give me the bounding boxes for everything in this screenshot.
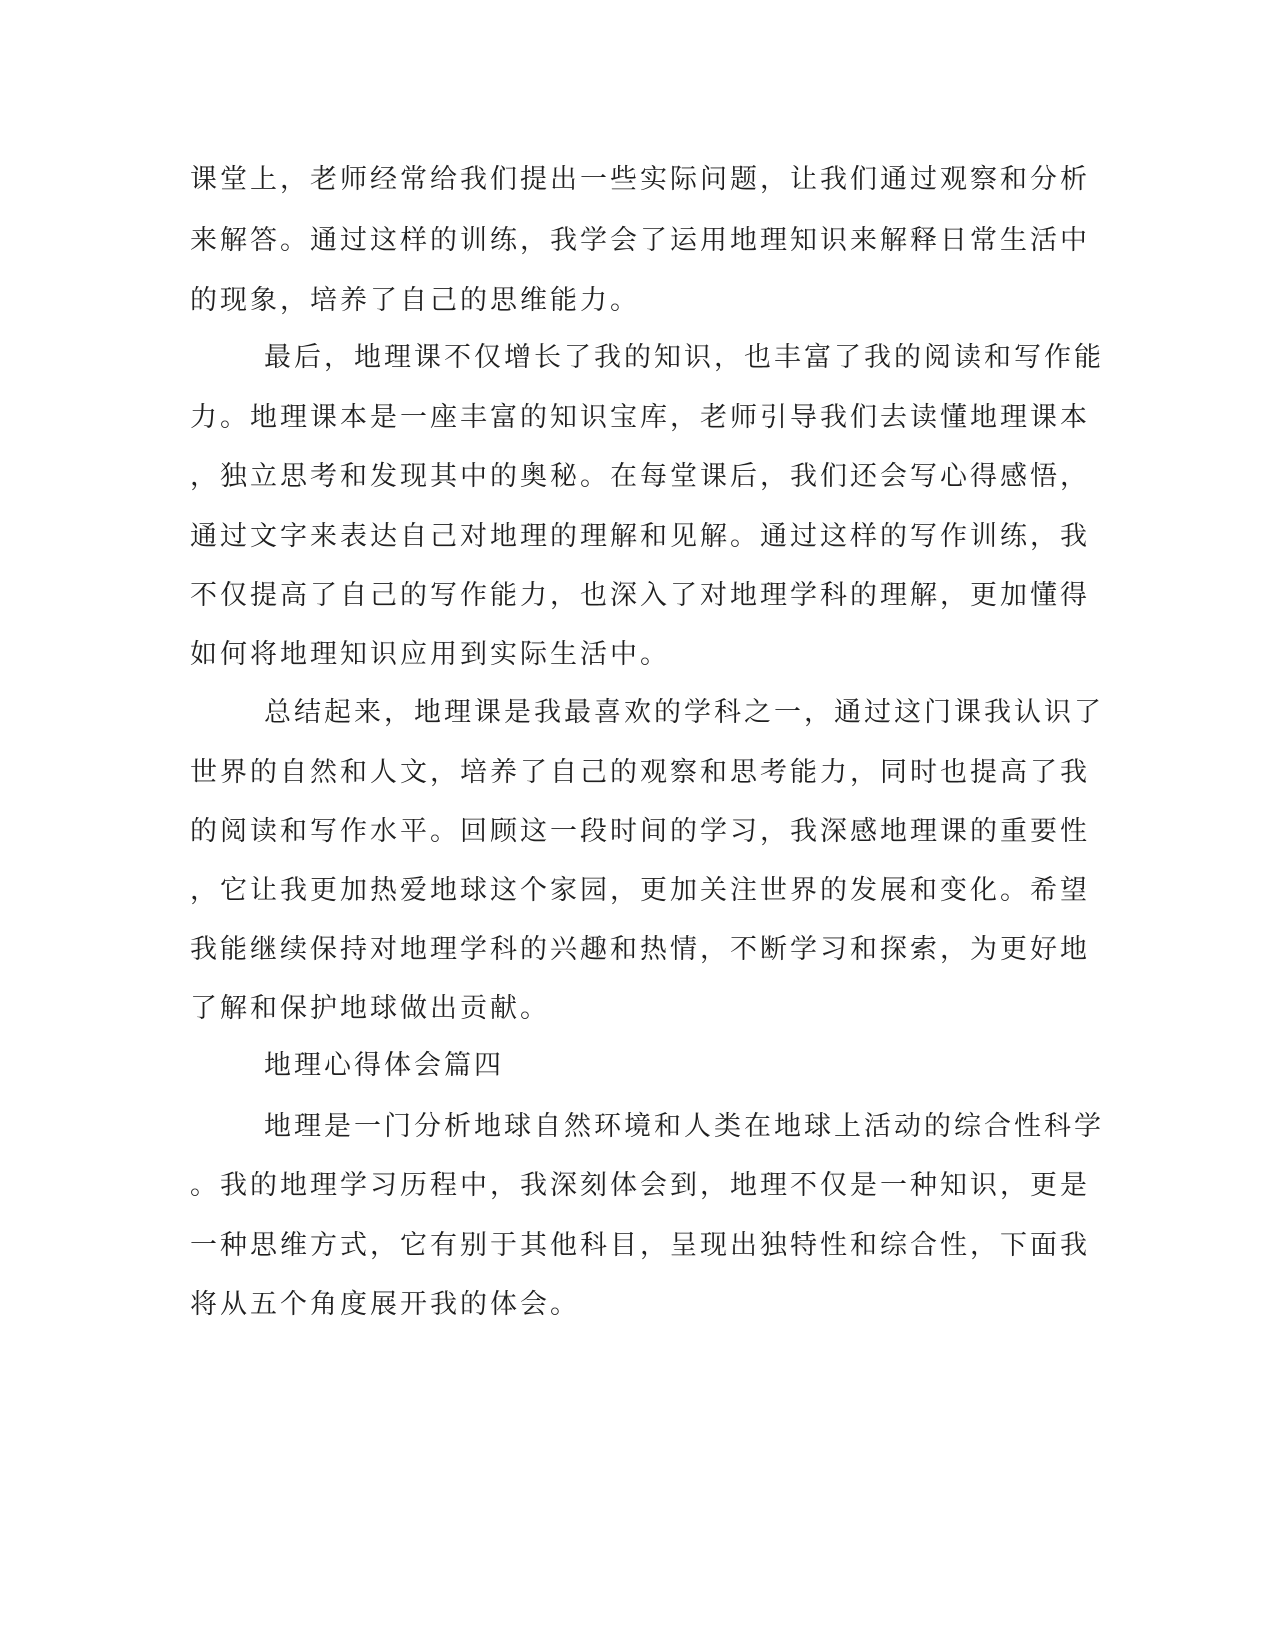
text-line: 世界的自然和人文，培养了自己的观察和思考能力，同时也提高了我 bbox=[190, 757, 1090, 788]
text-line: 我能继续保持对地理学科的兴趣和热情，不断学习和探索，为更好地 bbox=[190, 934, 1090, 965]
paragraph-first-line: 地理是一门分析地球自然环境和人类在地球上活动的综合性科学 bbox=[264, 1111, 1104, 1142]
paragraph-first-line: 总结起来，地理课是我最喜欢的学科之一，通过这门课我认识了 bbox=[264, 697, 1104, 728]
text-line: 的阅读和写作水平。回顾这一段时间的学习，我深感地理课的重要性 bbox=[190, 816, 1090, 847]
text-line: 的现象，培养了自己的思维能力。 bbox=[190, 285, 640, 316]
section-heading: 地理心得体会篇四 bbox=[264, 1050, 504, 1081]
text-line: 了解和保护地球做出贡献。 bbox=[190, 993, 550, 1024]
text-line: ，独立思考和发现其中的奥秘。在每堂课后，我们还会写心得感悟， bbox=[190, 461, 1090, 492]
text-line: 一种思维方式，它有别于其他科目，呈现出独特性和综合性，下面我 bbox=[190, 1230, 1090, 1261]
text-line: 力。地理课本是一座丰富的知识宝库，老师引导我们去读懂地理课本 bbox=[190, 402, 1090, 433]
paragraph-first-line: 最后，地理课不仅增长了我的知识，也丰富了我的阅读和写作能 bbox=[264, 342, 1104, 373]
text-line: 课堂上，老师经常给我们提出一些实际问题，让我们通过观察和分析 bbox=[190, 164, 1090, 195]
text-line: 如何将地理知识应用到实际生活中。 bbox=[190, 639, 670, 670]
text-line: 不仅提高了自己的写作能力，也深入了对地理学科的理解，更加懂得 bbox=[190, 580, 1090, 611]
text-line: ，它让我更加热爱地球这个家园，更加关注世界的发展和变化。希望 bbox=[190, 875, 1090, 906]
text-line: 通过文字来表达自己对地理的理解和见解。通过这样的写作训练，我 bbox=[190, 521, 1090, 552]
text-line: 。我的地理学习历程中，我深刻体会到，地理不仅是一种知识，更是 bbox=[190, 1170, 1090, 1201]
text-line: 将从五个角度展开我的体会。 bbox=[190, 1289, 580, 1320]
text-line: 来解答。通过这样的训练，我学会了运用地理知识来解释日常生活中 bbox=[190, 225, 1090, 256]
